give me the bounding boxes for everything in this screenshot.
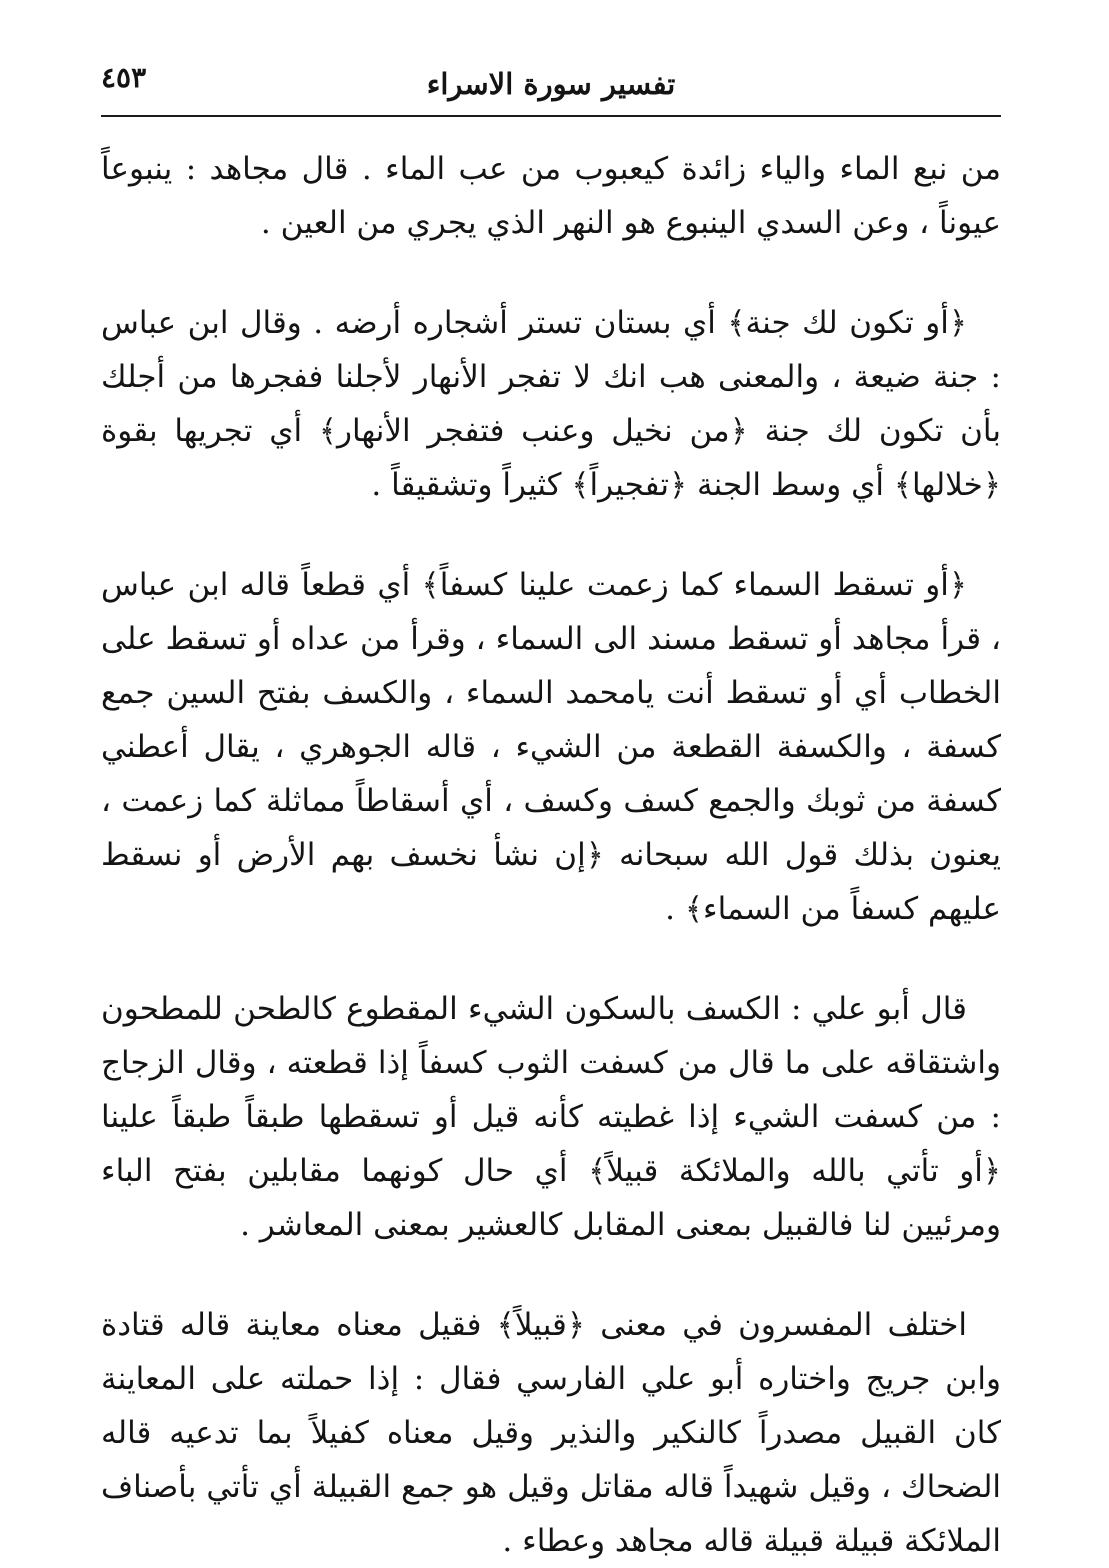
page-body bbox=[101, 130, 1001, 1568]
paragraph-2: ﴿أو تكون لك جنة﴾ أي بستان تستر أشجاره أرضه . وقال ابن عباس : جنة ضيعة ، والمعنى هب انك لا تفجر الأنهار لأجلنا ففجرها من أجلك بأن تكون لك جنة ﴿من نخيل وعنب فتفجر الأنهار﴾ أي تجريها بقوة ﴿خلالها﴾ أي وسط الجنة ﴿تفجيراً﴾ كثيراً وتشقيقاً . bbox=[101, 305, 1001, 503]
header-rule bbox=[101, 115, 1001, 117]
paragraph-1: من نبع الماء والياء زائدة كيعبوب من عب الماء . قال مجاهد : ينبوعاً عيوناً ، وعن السدي الينبوع هو النهر الذي يجري من العين . bbox=[101, 151, 1001, 241]
paragraph-3: ﴿أو تسقط السماء كما زعمت علينا كسفاً﴾ أي قطعاً قاله ابن عباس ، قرأ مجاهد أو تسقط مسند الى السماء ، وقرأ من عداه أو تسقط على الخطاب أي أو تسقط أنت يامحمد السماء ، والكسف بفتح السين جمع كسفة ، والكسفة القطعة من الشيء ، قاله الجوهري ، يقال أعطني كسفة من ثوبك والجمع كسف وكسف ، أي أسقاطاً مماثلة كما زعمت ، يعنون بذلك قول الله سبحانه ﴿إن نشأ نخسف بهم الأرض أو نسقط عليهم كسفاً من السماء﴾ . bbox=[101, 567, 1001, 927]
page-number: ٤٥٣ bbox=[101, 61, 147, 94]
paragraph-4: قال أبو علي : الكسف بالسكون الشيء المقطوع كالطحن للمطحون واشتقاقه على ما قال من كسفت الثوب كسفاً إذا قطعته ، وقال الزجاج : من كسفت الشيء إذا غطيته كأنه قيل أو تسقطها طبقاً طبقاً علينا ﴿أو تأتي بالله والملائكة قبيلاً﴾ أي حال كونهما مقابلين بفتح الباء ومرئيين لنا فالقبيل بمعنى المقابل كالعشير بمعنى المعاشر . bbox=[101, 991, 1001, 1243]
running-title: تفسير سورة الاسراء bbox=[426, 67, 676, 101]
page-header bbox=[101, 60, 1001, 112]
paragraph-5: اختلف المفسرون في معنى ﴿قبيلاً﴾ فقيل معناه معاينة قاله قتادة وابن جريج واختاره أبو علي الفارسي فقال : إذا حملته على المعاينة كان القبيل مصدراً كالنكير والنذير وقيل معناه كفيلاً بما تدعيه قاله الضحاك ، وقيل شهيداً قاله مقاتل وقيل هو جمع القبيلة أي تأتي بأصناف الملائكة قبيلة قبيلة قاله مجاهد وعطاء . bbox=[101, 1307, 1001, 1559]
